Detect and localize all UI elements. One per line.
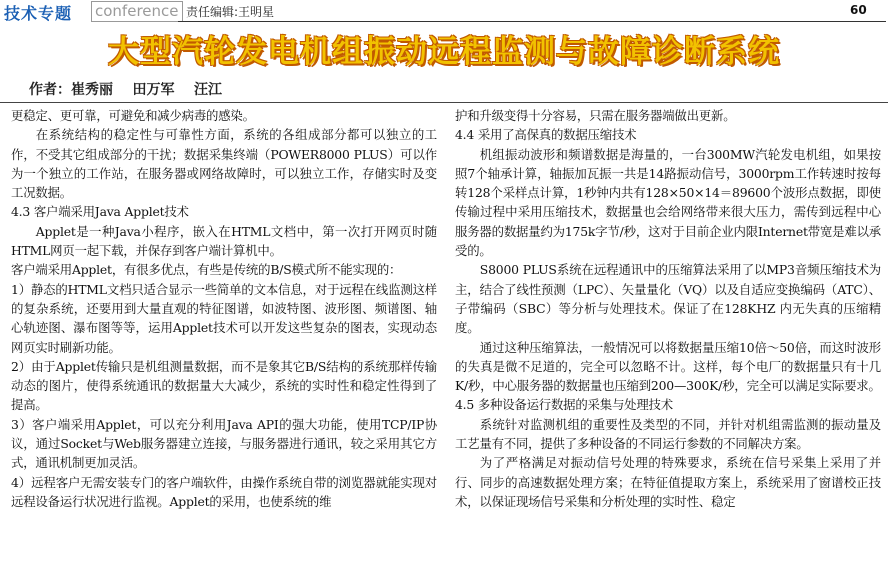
list-item: 4）远程客户无需安装专门的客户端软件，由操作系统自带的浏览器就能实现对远程设备运行状况进行监视。Applet的采用，也使系统的维 [11, 474, 437, 509]
right-column [455, 106, 881, 511]
authors-names: 崔秀丽 田万军 汪江 [71, 82, 222, 98]
paragraph: 客户端采用Applet，有很多优点，有些是传统的B/S模式所不能实现的： [11, 262, 402, 278]
page-number: 60 [850, 3, 867, 17]
authors-line [29, 79, 222, 99]
header-bar [0, 0, 888, 22]
conference-tag: conference [91, 1, 183, 22]
paragraph: 机组振动波形和频谱数据是海量的，一台300MW汽轮发电机组，如果按照7个轴承计算，轴振加瓦振一共是14路振动信号，3000rpm工作转速时按每转128个采样点计算，1秒钟内共有128×50×14＝89600个波形点数据，即使传输过程中采用压缩技术，数据量也会给网络带来很大压力，需传到远程中心服务器的数据量约为175k字节/秒，这对于目前企业内限Internet带宽是难以承受的。 [455, 146, 881, 259]
list-item: 2）由于Applet传输只是机组测量数据，而不是象其它B/S结构的系统那样传输动态的图片，使得系统通讯的数据量大大减少，系统的实时性和稳定性得到了提高。 [11, 358, 437, 413]
paragraph: S8000 PLUS系统在远程通讯中的压缩算法采用了以MP3音频压缩技术为主，结合了线性预测（LPC）、矢量量化（VQ）以及自适应变换编码（ATC）、子带编码（SBC）等分析与处理技术。保证了在128KHZ 内无失真的压缩精度。 [455, 262, 881, 336]
list-item: 3）客户端采用Applet，可以充分利用Java API的强大功能，使用TCP/IP协议，通过Socket与Web服务器建立连接，与服务器进行通讯，较之采用其它方式，通讯机制更加灵活。 [11, 416, 437, 471]
paragraph: 更稳定、更可靠，可避免和减少病毒的感染。 [11, 108, 255, 123]
section-tag: 技术专题 [4, 4, 73, 23]
article-title: 大型汽轮发电机组振动远程监测与故障诊断系统 [108, 34, 780, 70]
paragraph: 通过这种压缩算法，一般情况可以将数据量压缩10倍～50倍，而这时波形的失真是微不足道的，完全可以忽略不计。这样，每个电厂的数据量只有十几K/秒，中心服务器的数据量也压缩到200—300K/秒，完全可以满足实际要求。 [455, 339, 881, 394]
paragraph: 在系统结构的稳定性与可靠性方面，系统的各组成部分都可以独立的工作，不受其它组成部分的干扰；数据采集终端（POWER8000 PLUS）可以作为一个独立的工作站，在服务器或网络故障时，可以独立工作，存储实时及变工况数据。 [11, 127, 437, 201]
paragraph: 为了严格满足对振动信号处理的特殊要求，系统在信号采集上采用了并行、同步的高速数据处理方案；在特征值提取方案上，系统采用了窗谱校正技术，以保证现场信号采集和分析处理的实时性、稳定 [455, 455, 881, 509]
authors-label: 作者： [29, 82, 71, 98]
editor-credit: 责任编辑:王明星 [186, 5, 275, 19]
section-heading: 4.5 多种设备运行数据的采集与处理技术 [455, 397, 673, 413]
title-divider [0, 102, 888, 103]
paragraph: 护和升级变得十分容易，只需在服务器端做出更新。 [455, 108, 736, 123]
list-item: 1）静态的HTML文档只适合显示一些简单的文本信息，对于远程在线监测这样的复杂系统，还要用到大量直观的特征图谱，如波特图、波形图、频谱图、轴心轨迹图、瀑布图等等，运用Applet技术可以开发这些复杂的图表，实现动态网页实时刷新功能。 [11, 281, 437, 355]
left-column [11, 106, 437, 511]
section-heading: 4.4 采用了高保真的数据压缩技术 [455, 127, 637, 143]
section-heading: 4.3 客户端采用Java Applet技术 [11, 204, 189, 220]
header-divider [178, 21, 886, 22]
paragraph: Applet是一种Java小程序，嵌入在HTML文档中，第一次打开网页时随HTML网页一起下载，并保存到客户端计算机中。 [11, 223, 437, 259]
paragraph: 系统针对监测机组的重要性及类型的不同，并针对机组需监测的振动量及工艺量有不同，提供了多种设备的不同运行参数的不同解决方案。 [455, 416, 881, 452]
